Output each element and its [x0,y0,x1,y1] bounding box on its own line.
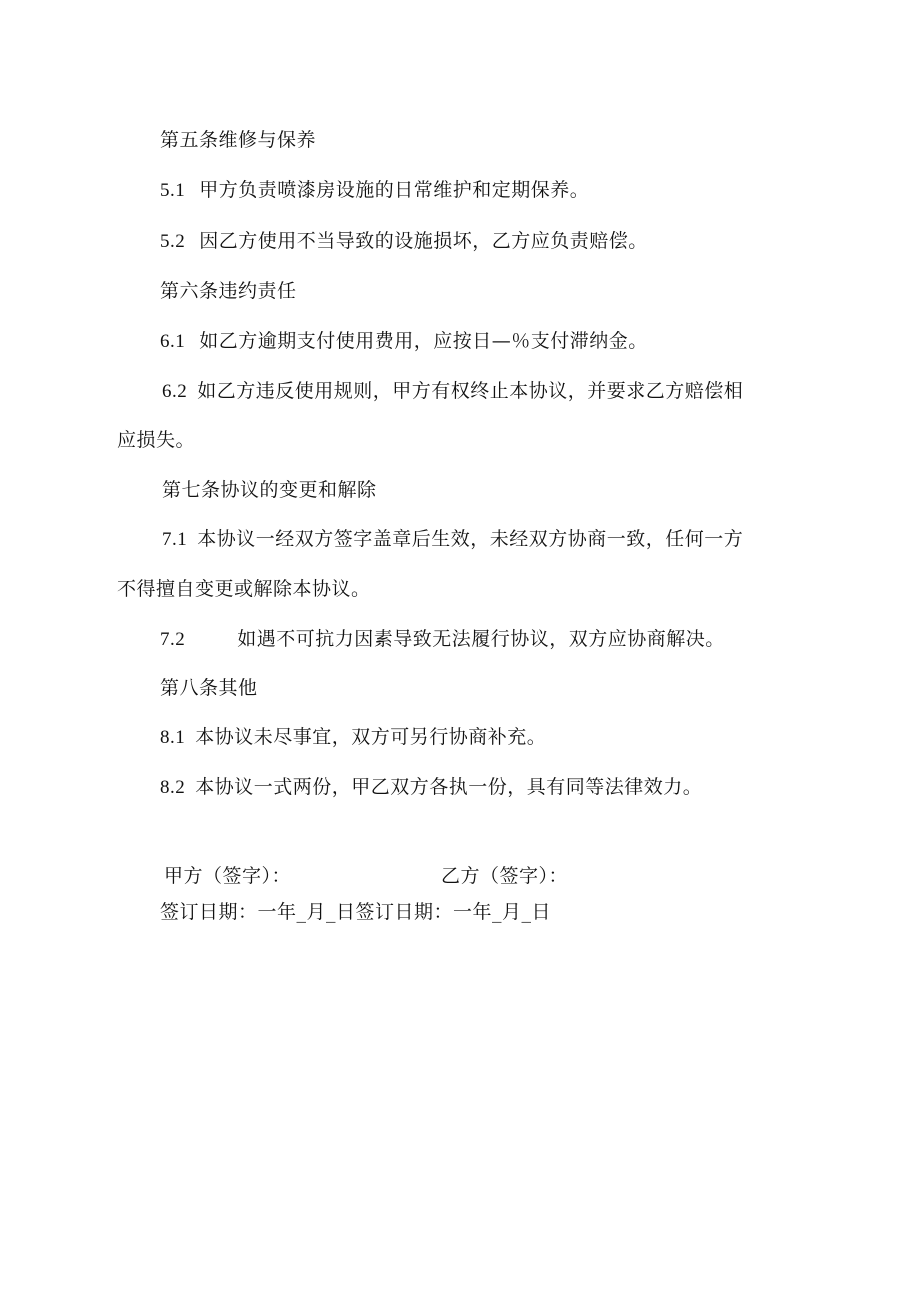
article8-heading: 第八条其他 [160,677,258,699]
clause-5-2 [160,229,648,254]
clause-number: 7.2 [160,629,186,650]
clause-text: 因乙方使用不当导致的设施损坏，乙方应负责赔偿。 [199,230,648,252]
clause-5-1 [160,178,589,203]
clause-8-2 [160,775,702,800]
clause-7-1 [162,527,743,552]
signature-line [164,864,568,888]
article7-heading: 第七条协议的变更和解除 [162,479,377,501]
party-a-signature-label: 甲方（签字）： [164,865,292,887]
article5-heading: 第五条维修与保养 [160,129,317,151]
clause-6-2-continuation: 应损失。 [117,429,196,451]
clause-6-1 [160,329,648,354]
clause-8-1 [160,725,546,750]
clause-text: 甲方负责喷漆房设施的日常维护和定期保养。 [199,179,590,201]
clause-text: 本协议未尽事宜，双方可另行协商补充。 [195,726,547,748]
clause-number: 6.2 [162,381,188,402]
clause-number: 6.1 [160,331,186,352]
clause-text: 本协议一式两份，甲乙双方各执一份，具有同等法律效力。 [195,776,703,798]
clause-number: 8.2 [160,777,186,798]
party-b-signature-label: 乙方（签字）： [441,865,569,887]
clause-number: 5.1 [160,180,186,201]
clause-number: 7.1 [162,529,188,550]
clause-7-2 [160,627,725,652]
clause-7-1-continuation: 不得擅自变更或解除本协议。 [117,578,371,600]
clause-text: 本协议一经双方签字盖章后生效，未经双方协商一致，任何一方 [197,528,744,550]
clause-text: 如乙方逾期支付使用费用，应按日—％支付滞纳金。 [199,330,648,352]
clause-number: 8.1 [160,727,186,748]
clause-text: 如乙方违反使用规则，甲方有权终止本协议，并要求乙方赔偿相 [197,380,744,402]
signing-date-line: 签订日期：一年_月_日签订日期：一年_月_日 [160,901,552,923]
clause-text: 如遇不可抗力因素导致无法履行协议，双方应协商解决。 [237,628,725,650]
clause-number: 5.2 [160,231,186,252]
article6-heading: 第六条违约责任 [160,280,297,302]
clause-6-2 [162,379,743,404]
